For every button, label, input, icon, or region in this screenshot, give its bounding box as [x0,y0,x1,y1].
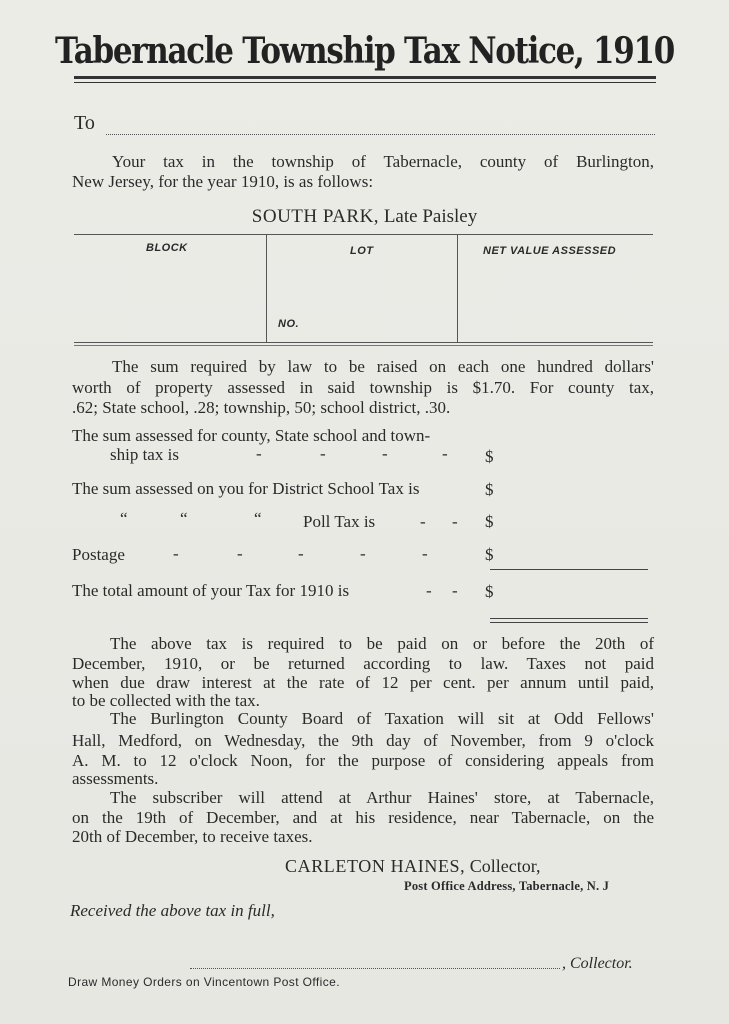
notice-p3-line-1: The subscriber will attend at Arthur Haines' store, at Tabernacle, [110,788,654,807]
dollar-sign: $ [485,480,494,499]
dash: - [452,581,458,600]
notice-p1-line-2: December, 1910, or be returned according to law. Taxes not paid [72,654,654,673]
dash: - [237,544,243,563]
ditto-mark: “ [180,509,188,528]
column-label-no: NO. [278,318,300,330]
footer-note: Draw Money Orders on Vincentown Post Office. [68,975,340,989]
collector-label: , Collector. [562,955,633,972]
notice-p2-line-1: The Burlington County Board of Taxation will sit at Odd Fellows' [110,709,654,728]
dash: - [442,444,448,463]
county-line-1: The sum assessed for county, State school and town- [72,426,431,445]
subtotal-rule [490,569,648,570]
dash: - [173,544,179,563]
table-bottom-rule [74,342,653,343]
dash: - [422,544,428,563]
dollar-sign: $ [485,545,494,564]
to-line [106,134,655,135]
property-title [0,206,729,228]
dash: - [382,444,388,463]
dash: - [298,544,304,563]
received-text: Received the above tax in full, [70,901,275,920]
ditto-mark: “ [120,509,128,528]
table-bottom-rule-2 [74,345,653,346]
dollar-sign: $ [485,512,494,531]
ditto-mark: “ [254,509,262,528]
dash: - [420,512,426,531]
dash: - [320,444,326,463]
poll-tax-line: Poll Tax is [303,512,376,531]
dash: - [452,512,458,531]
property-name: SOUTH PARK, [251,206,380,227]
page-title: Tabernacle Township Tax Notice, 1910 [54,30,675,72]
table-divider-1 [266,234,267,342]
district-school-line: The sum assessed on you for District School Tax is [72,479,420,498]
intro-line-1: Your tax in the township of Tabernacle, county of Burlington, [112,152,654,171]
notice-p3-line-2: on the 19th of December, and at his residence, near Tabernacle, on the [72,808,654,827]
intro-line-2: New Jersey, for the year 1910, is as follows: [72,172,374,191]
notice-p1-line-3: when due draw interest at the rate of 12 per cent. per annum until paid, [72,673,654,692]
collector-title: Collector, [465,856,541,876]
rates-line-2: worth of property assessed in said township is $1.70. For county tax, [72,378,654,397]
notice-p2-line-4: assessments. [72,769,159,788]
notice-p1-line-1: The above tax is required to be paid on or before the 20th of [110,634,654,653]
notice-p1-line-4: to be collected with the tax. [72,691,260,710]
collector-signature [285,856,541,877]
dash: - [426,581,432,600]
total-rule-2 [490,622,648,623]
table-top-rule [74,234,653,235]
title-rule-thick [74,76,656,79]
rates-line-1: The sum required by law to be raised on each one hundred dollars' [112,357,654,376]
dash: - [360,544,366,563]
to-label: To [74,112,95,134]
column-header-block: BLOCK [146,242,188,254]
dollar-sign: $ [485,582,494,601]
column-header-lot: LOT [350,245,374,257]
title-rule-thin [74,82,656,83]
collector-name: CARLETON HAINES, [285,856,466,876]
total-rule-1 [490,618,648,619]
total-line: The total amount of your Tax for 1910 is [72,581,350,600]
table-divider-2 [457,234,458,342]
county-line-2: ship tax is [110,445,179,464]
postage-line: Postage [72,545,125,564]
notice-p2-line-2: Hall, Medford, on Wednesday, the 9th day of November, from 9 o'clock [72,731,654,750]
collector-sign-line [190,968,560,969]
notice-p3-line-3: 20th of December, to receive taxes. [72,827,313,846]
dash: - [256,444,262,463]
dollar-sign: $ [485,447,494,466]
property-name-suffix: Late Paisley [379,206,478,227]
collector-address: Post Office Address, Tabernacle, N. J [404,879,610,893]
rates-line-3: .62; State school, .28; township, 50; school district, .30. [72,398,451,417]
notice-p2-line-3: A. M. to 12 o'clock Noon, for the purpose of considering appeals from [72,751,654,770]
column-header-net-value: NET VALUE ASSESSED [483,245,617,257]
